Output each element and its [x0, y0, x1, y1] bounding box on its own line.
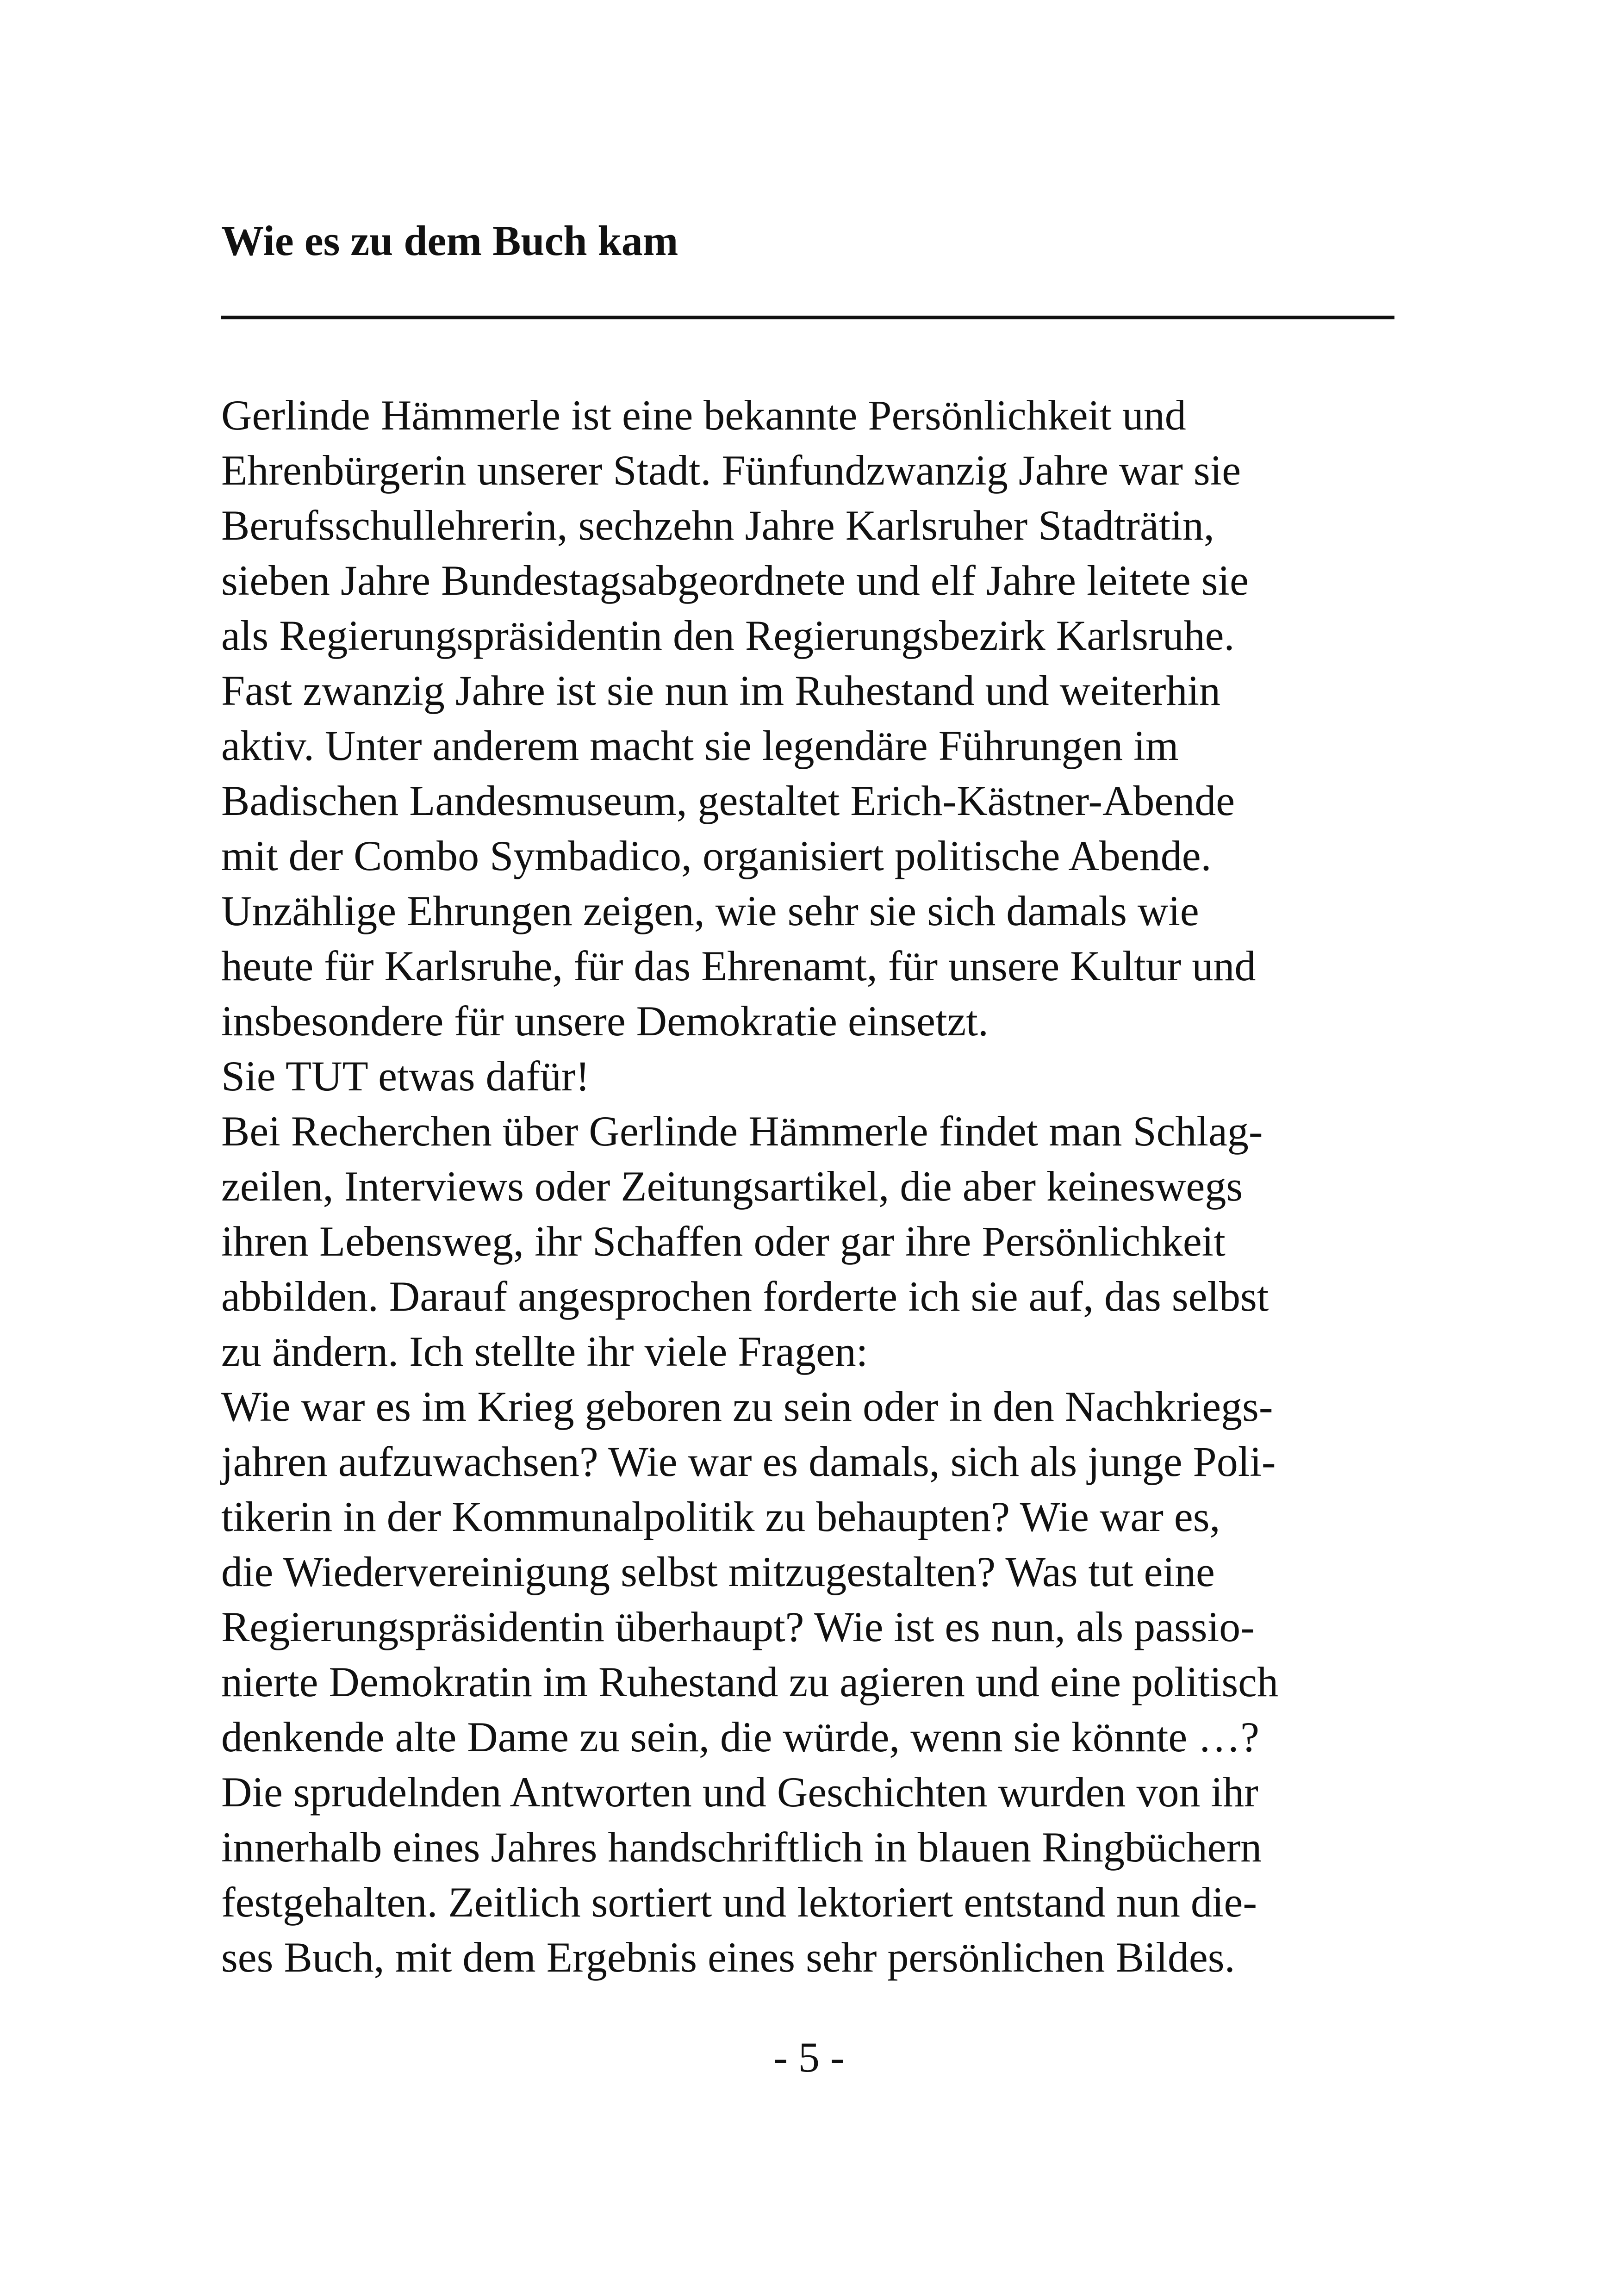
text-line: abbilden. Darauf angesprochen forderte ich sie auf, das selbst [221, 1273, 1269, 1320]
text-line: aktiv. Unter anderem macht sie legendäre Führungen im [221, 722, 1179, 769]
text-line: als Regierungspräsidentin den Regierungsbezirk Karlsruhe. [221, 612, 1235, 659]
text-line: ihren Lebensweg, ihr Schaffen oder gar ihre Persönlichkeit [221, 1218, 1226, 1265]
text-line: Bei Recherchen über Gerlinde Hämmerle findet man Schlag- [221, 1108, 1263, 1155]
heading-rule [221, 316, 1394, 319]
text-line: Sie TUT etwas dafür! [221, 1052, 590, 1100]
text-line: Berufsschullehrerin, sechzehn Jahre Karlsruher Stadträtin, [221, 502, 1214, 549]
text-line: die Wiedervereinigung selbst mitzugestalten? Was tut eine [221, 1548, 1215, 1595]
text-line: Fast zwanzig Jahre ist sie nun im Ruhestand und weiterhin [221, 667, 1221, 714]
section-heading: Wie es zu dem Buch kam [221, 217, 678, 264]
page-number: - 5 - [773, 2034, 845, 2081]
text-line: festgehalten. Zeitlich sortiert und lektoriert entstand nun die- [221, 1879, 1257, 1926]
text-line: insbesondere für unsere Demokratie einsetzt. [221, 997, 989, 1045]
text-line: heute für Karlsruhe, für das Ehrenamt, für unsere Kultur und [221, 942, 1256, 989]
text-line: zeilen, Interviews oder Zeitungsartikel, die aber keineswegs [221, 1163, 1243, 1210]
text-line: Gerlinde Hämmerle ist eine bekannte Persönlichkeit und [221, 392, 1186, 439]
text-line: Unzählige Ehrungen zeigen, wie sehr sie sich damals wie [221, 887, 1199, 934]
text-line: Regierungspräsidentin überhaupt? Wie ist es nun, als passio- [221, 1603, 1255, 1650]
text-line: Badischen Landesmuseum, gestaltet Erich-Kästner-Abende [221, 777, 1235, 824]
text-line: ses Buch, mit dem Ergebnis eines sehr persönlichen Bildes. [221, 1934, 1235, 1981]
text-line: mit der Combo Symbadico, organisiert politische Abende. [221, 832, 1212, 879]
text-line: nierte Demokratin im Ruhestand zu agieren und eine politisch [221, 1658, 1279, 1705]
text-line: Ehrenbürgerin unserer Stadt. Fünfundzwanzig Jahre war sie [221, 447, 1241, 494]
text-line: jahren aufzuwachsen? Wie war es damals, sich als junge Poli- [221, 1438, 1276, 1485]
text-line: innerhalb eines Jahres handschriftlich in blauen Ringbüchern [221, 1823, 1262, 1871]
body-text [221, 388, 1425, 1985]
text-line: Wie war es im Krieg geboren zu sein oder in den Nachkriegs- [221, 1383, 1273, 1430]
text-line: denkende alte Dame zu sein, die würde, wenn sie könnte …? [221, 1713, 1259, 1761]
text-line: tikerin in der Kommunalpolitik zu behaupten? Wie war es, [221, 1493, 1220, 1540]
text-line: sieben Jahre Bundestagsabgeordnete und elf Jahre leitete sie [221, 557, 1249, 604]
text-line: zu ändern. Ich stellte ihr viele Fragen: [221, 1328, 868, 1375]
text-line: Die sprudelnden Antworten und Geschichten wurden von ihr [221, 1768, 1258, 1816]
